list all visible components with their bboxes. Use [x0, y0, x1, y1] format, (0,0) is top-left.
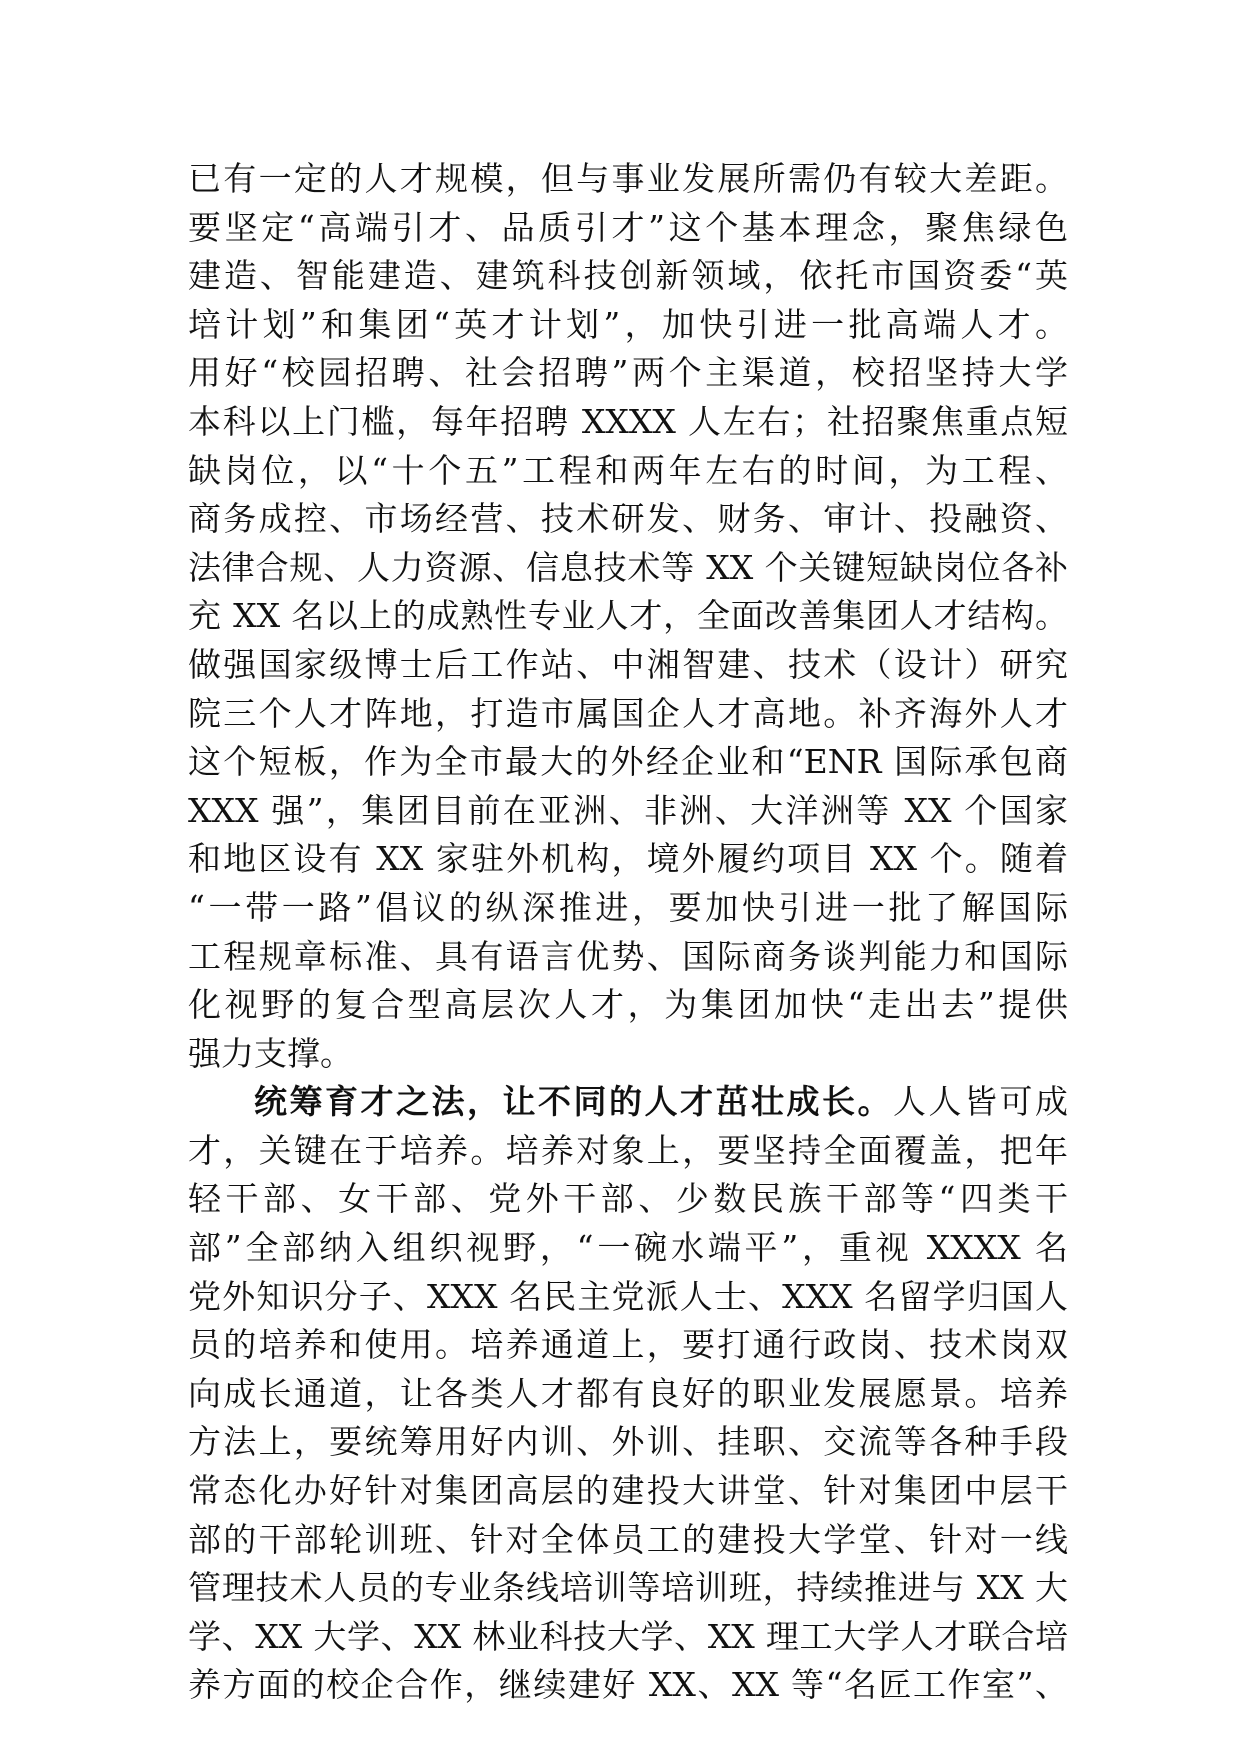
- text-line: 工程规章标准、具有语言优势、国际商务谈判能力和国际: [188, 936, 1068, 976]
- text-line: 轻干部、女干部、党外干部、少数民族干部等“四类干: [188, 1179, 1068, 1219]
- text-line: 建造、智能建造、建筑科技创新领域，依托市国资委“英: [188, 256, 1068, 296]
- paragraph-heading: 统筹育才之法，让不同的人才茁壮成长。: [254, 1082, 893, 1122]
- text-line: 化视野的复合型高层次人才，为集团加快“走出去”提供: [188, 985, 1068, 1025]
- text-line: 用好“校园招聘、社会招聘”两个主渠道，校招坚持大学: [188, 353, 1068, 393]
- text-line: 部的干部轮训班、针对全体员工的建投大学堂、针对一线: [188, 1519, 1068, 1559]
- text-line: 和地区设有 XX 家驻外机构，境外履约项目 XX 个。随着: [188, 839, 1068, 879]
- text-line: 商务成控、市场经营、技术研发、财务、审计、投融资、: [188, 499, 1068, 539]
- text-line: 方法上，要统筹用好内训、外训、挂职、交流等各种手段: [188, 1422, 1068, 1462]
- text-line: 已有一定的人才规模，但与事业发展所需仍有较大差距。: [188, 159, 1068, 198]
- text-line: 做强国家级博士后工作站、中湘智建、技术（设计）研究: [188, 644, 1068, 684]
- text-line: 培计划”和集团“英才计划”，加快引进一批高端人才。: [188, 304, 1068, 344]
- text-line: 强力支撑。: [188, 1033, 353, 1073]
- paragraph-talent-introduction: [188, 155, 1068, 1078]
- text-line: 党外知识分子、XXX 名民主党派人士、XXX 名留学归国人: [188, 1276, 1068, 1316]
- document-body: [188, 155, 1068, 1710]
- text-line: “一带一路”倡议的纵深推进，要加快引进一批了解国际: [188, 887, 1068, 927]
- paragraph-lead-text: 人人皆可成: [893, 1082, 1068, 1122]
- text-line: 向成长通道，让各类人才都有良好的职业发展愿景。培养: [188, 1373, 1068, 1413]
- text-line: 管理技术人员的专业条线培训等培训班，持续推进与 XX 大: [188, 1568, 1068, 1608]
- paragraph-first-line: [188, 1078, 1068, 1127]
- text-line: 员的培养和使用。培养通道上，要打通行政岗、技术岗双: [188, 1325, 1068, 1365]
- text-line: XXX 强”，集团目前在亚洲、非洲、大洋洲等 XX 个国家: [188, 790, 1068, 830]
- text-line: 法律合规、人力资源、信息技术等 XX 个关键短缺岗位各补: [188, 547, 1068, 587]
- text-line: 要坚定“高端引才、品质引才”这个基本理念，聚焦绿色: [188, 207, 1068, 247]
- text-line: 养方面的校企合作，继续建好 XX、XX 等“名匠工作室”、: [188, 1665, 1068, 1705]
- text-line: 这个短板，作为全市最大的外经企业和“ENR 国际承包商: [188, 742, 1068, 782]
- text-line: 才，关键在于培养。培养对象上，要坚持全面覆盖，把年: [188, 1130, 1068, 1170]
- text-line: 学、XX 大学、XX 林业科技大学、XX 理工大学人才联合培: [188, 1616, 1068, 1656]
- text-line: 部”全部纳入组织视野，“一碗水端平”，重视 XXXX 名: [188, 1228, 1068, 1268]
- text-line: 常态化办好针对集团高层的建投大讲堂、针对集团中层干: [188, 1471, 1068, 1511]
- text-line: 院三个人才阵地，打造市属国企人才高地。补齐海外人才: [188, 693, 1068, 733]
- text-line: 充 XX 名以上的成熟性专业人才，全面改善集团人才结构。: [188, 596, 1068, 636]
- text-line: 本科以上门槛，每年招聘 XXXX 人左右；社招聚焦重点短: [188, 401, 1068, 441]
- text-line: 缺岗位，以“十个五”工程和两年左右的时间，为工程、: [188, 450, 1068, 490]
- paragraph-talent-cultivation: [188, 1078, 1068, 1710]
